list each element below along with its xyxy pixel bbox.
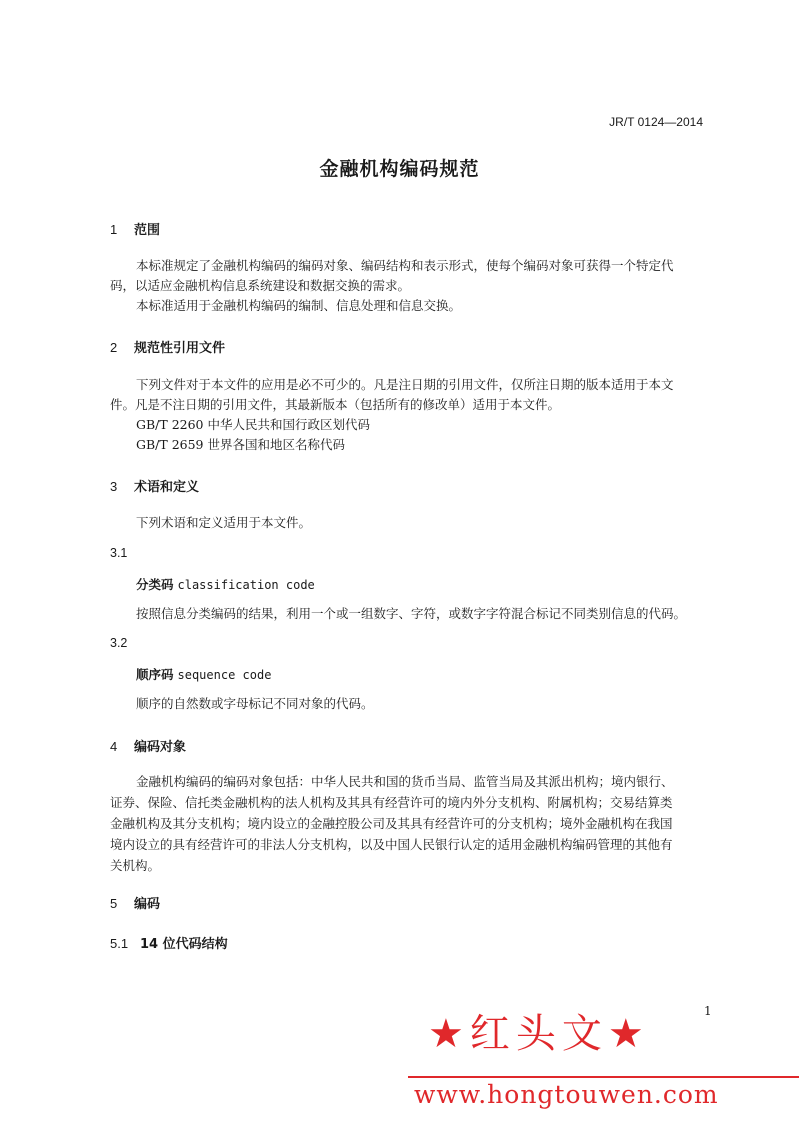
term-en: classification code	[177, 578, 315, 592]
term-cn: 分类码	[136, 577, 174, 592]
section-3-heading	[110, 476, 199, 495]
term-number: 3.2	[110, 636, 128, 650]
paragraph-line: 证券、保险、信托类金融机构的法人机构及其具有经营许可的境内外分支机构、附属机构；交易结算类	[110, 795, 673, 810]
watermark-divider	[408, 1076, 799, 1078]
section-title: 14 位代码结构	[140, 937, 228, 952]
section-number: 2	[110, 340, 118, 355]
reference-item: GB/T 2659 世界各国和地区名称代码	[136, 437, 345, 452]
star-icon: ★	[607, 1011, 650, 1057]
section-4-heading	[110, 736, 186, 755]
term-cn: 顺序码	[136, 667, 174, 682]
paragraph-line: 下列文件对于本文件的应用是必不可少的。凡是注日期的引用文件，仅所注日期的版本适用于本文	[136, 377, 674, 392]
paragraph-line: 件。凡是不注日期的引用文件，其最新版本（包括所有的修改单）适用于本文件。	[110, 397, 561, 412]
section-title: 术语和定义	[134, 480, 200, 495]
section-title: 范围	[134, 223, 161, 238]
section-number: 1	[110, 222, 118, 237]
document-code: JR/T 0124—2014	[609, 115, 703, 129]
paragraph-line: 码，以适应金融机构信息系统建设和数据交换的需求。	[110, 278, 411, 293]
term-definition: 顺序的自然数或字母标记不同对象的代码。	[136, 696, 374, 711]
paragraph-line: 本标准规定了金融机构编码的编码对象、编码结构和表示形式，使每个编码对象可获得一个特定代	[136, 258, 674, 273]
section-2-heading	[110, 337, 225, 356]
star-icon: ★	[428, 1011, 470, 1057]
section-title: 编码对象	[134, 740, 187, 755]
section-title: 规范性引用文件	[134, 341, 226, 356]
page-title: 金融机构编码规范	[319, 158, 480, 180]
term-number: 3.1	[110, 546, 128, 560]
watermark-url: www.hongtouwen.com	[414, 1080, 719, 1109]
section-number: 5.1	[110, 936, 129, 951]
paragraph-line: 金融机构及其分支机构；境内设立的金融控股公司及其具有经营许可的分支机构；境外金融机构在我国	[110, 816, 673, 831]
section-title: 编码	[134, 897, 161, 912]
paragraph-line: 关机构。	[110, 858, 161, 873]
section-number: 4	[110, 739, 118, 754]
watermark-logo	[428, 1002, 650, 1059]
paragraph-line: 下列术语和定义适用于本文件。	[136, 515, 312, 530]
section-number: 5	[110, 896, 118, 911]
page-number: 1	[704, 1004, 712, 1018]
paragraph-line: 本标准适用于金融机构编码的编制、信息处理和信息交换。	[136, 298, 462, 313]
paragraph-line: 境内设立的具有经营许可的非法人分支机构，以及中国人民银行认定的适用金融机构编码管理的其他有	[110, 837, 673, 852]
section-5-1-heading	[110, 933, 228, 952]
term-definition: 按照信息分类编码的结果，利用一个或一组数字、字符，或数字字符混合标记不同类别信息的代码。	[136, 606, 687, 621]
term-heading	[136, 575, 315, 593]
section-5-heading	[110, 893, 160, 912]
reference-item: GB/T 2260 中华人民共和国行政区划代码	[136, 417, 370, 432]
paragraph-line: 金融机构编码的编码对象包括：中华人民共和国的货币当局、监管当局及其派出机构；境内银行、	[136, 774, 674, 789]
watermark-text: 红头文	[469, 1011, 608, 1057]
term-en: sequence code	[177, 668, 272, 682]
term-heading	[136, 665, 271, 683]
section-1-heading	[110, 219, 160, 238]
section-number: 3	[110, 479, 118, 494]
